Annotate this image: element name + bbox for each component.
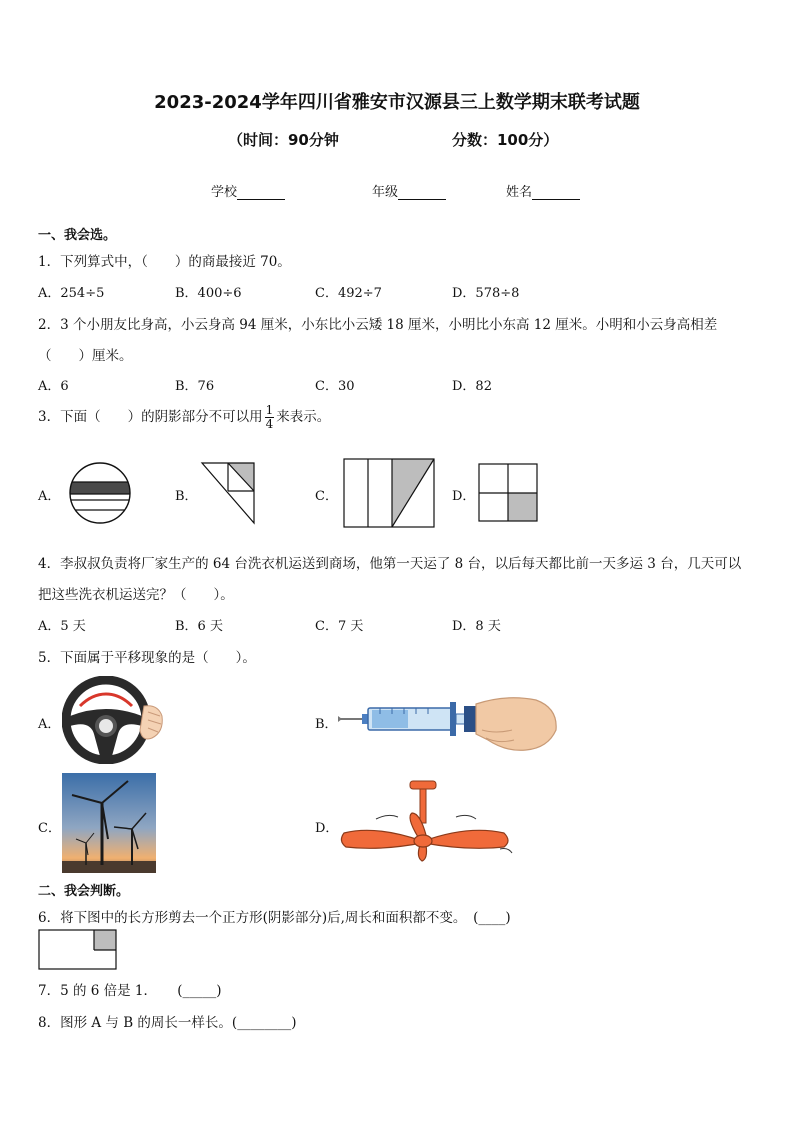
- q3-figure-a-circle: [66, 461, 136, 525]
- q3-text-after: 来表示。: [276, 409, 331, 425]
- q3-figure-d-square: [478, 463, 540, 523]
- q3-figure-b-triangle: [200, 461, 258, 525]
- q3-option-a[interactable]: A．: [38, 489, 61, 504]
- name-field: [506, 181, 580, 200]
- grade-blank[interactable]: [398, 185, 446, 200]
- q5-option-b[interactable]: B．: [315, 717, 338, 732]
- exam-time: （时间：90分钟: [228, 131, 339, 149]
- grade-field: [372, 181, 446, 200]
- q6-rectangle-figure: [38, 929, 118, 971]
- q3-figure-c-rectangle: [342, 457, 438, 531]
- q3-fraction-denominator: 4: [265, 417, 274, 431]
- q8-text: 8．图形 A 与 B 的周长一样长。(________): [38, 1015, 297, 1031]
- q5-text: 5．下面属于平移现象的是（ ）。: [38, 650, 256, 666]
- section2-heading: 二、我会判断。: [38, 884, 130, 899]
- q4-text-line1: 4．李叔叔负责将厂家生产的 64 台洗衣机运送到商场，他第一天运了 8 台，以后每天都比前一天多运 3 台，几天可以: [38, 556, 742, 572]
- q2-text-line2: （ ）厘米。: [38, 348, 133, 364]
- name-blank[interactable]: [532, 185, 580, 200]
- q2-option-c[interactable]: C．30: [315, 379, 355, 394]
- q4-text-line2: 把这些洗衣机运送完？（ ）。: [38, 587, 234, 603]
- q1-option-b[interactable]: B．400÷6: [175, 286, 242, 301]
- q1-text: 1．下列算式中，（ ）的商最接近 70。: [38, 254, 291, 270]
- q2-text-line1: 2．3 个小朋友比身高，小云身高 94 厘米，小东比小云矮 18 厘米，小明比小东高 12 厘米。小明和小云身高相差: [38, 317, 718, 333]
- q6-text: 6．将下图中的长方形剪去一个正方形(阴影部分)后,周长和面积都不变。 (____): [38, 910, 511, 926]
- q4-option-b[interactable]: B．6 天: [175, 619, 223, 634]
- syringe-icon: [336, 690, 562, 756]
- q2-option-b[interactable]: B．76: [175, 379, 215, 394]
- section1-heading: 一、我会选。: [38, 228, 117, 243]
- q1-option-d[interactable]: D．578÷8: [452, 286, 520, 301]
- q3-fraction: [265, 404, 275, 431]
- grade-label: 年级: [372, 185, 399, 200]
- q2-option-a[interactable]: A．6: [38, 379, 69, 394]
- q3-fraction-numerator: 1: [265, 403, 274, 417]
- steering-wheel-icon: [62, 676, 166, 764]
- q2-option-d[interactable]: D．82: [452, 379, 492, 394]
- q3-option-c[interactable]: C．: [315, 489, 338, 504]
- school-field: [211, 181, 285, 200]
- school-blank[interactable]: [237, 185, 285, 200]
- school-label: 学校: [211, 185, 238, 200]
- q1-option-c[interactable]: C．492÷7: [315, 286, 382, 301]
- q5-option-a[interactable]: A．: [38, 717, 61, 732]
- q3-text: [38, 404, 330, 431]
- name-label: 姓名: [506, 185, 533, 200]
- q3-option-d[interactable]: D．: [452, 489, 476, 504]
- q5-option-c[interactable]: C．: [38, 821, 61, 836]
- q4-option-d[interactable]: D．8 天: [452, 619, 501, 634]
- wind-turbines-photo: [62, 773, 156, 873]
- q5-option-d[interactable]: D．: [315, 821, 339, 836]
- q3-option-b[interactable]: B．: [175, 489, 198, 504]
- q3-text-before: 3．下面（ ）的阴影部分不可以用: [38, 409, 263, 425]
- exam-score: 分数：100分）: [452, 131, 559, 149]
- q7-text: 7．5 的 6 倍是 1． (_____): [38, 983, 222, 999]
- q1-option-a[interactable]: A．254÷5: [38, 286, 105, 301]
- page-title: 2023-2024学年四川省雅安市汉源县三上数学期末联考试题: [154, 92, 640, 113]
- ceiling-fan-icon: [336, 777, 520, 869]
- q4-option-a[interactable]: A．5 天: [38, 619, 86, 634]
- q4-option-c[interactable]: C．7 天: [315, 619, 364, 634]
